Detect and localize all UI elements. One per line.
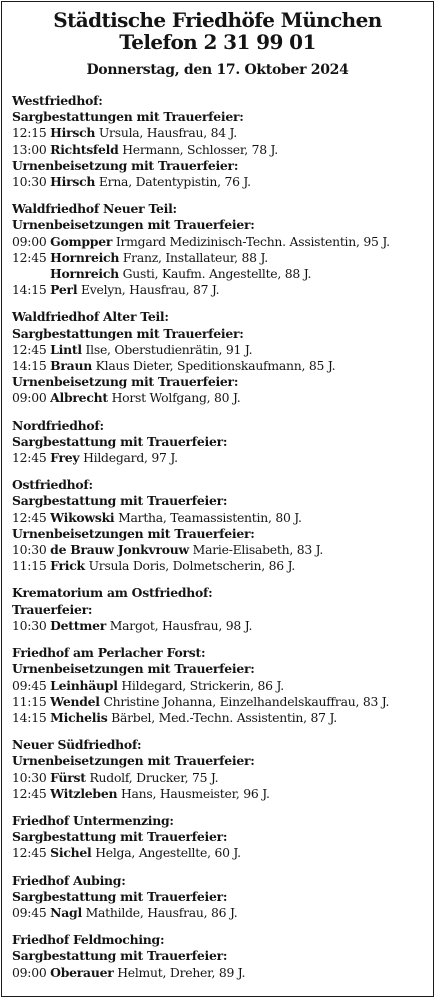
cemetery-section	[12, 932, 433, 981]
entry-details: Gusti, Kaufm. Angestellte, 88 J.	[122, 266, 312, 282]
cemetery-section	[12, 645, 433, 726]
entry-details: Helmut, Dreher, 89 J.	[117, 964, 246, 980]
entry-details: Klaus Dieter, Speditionskaufmann, 85 J.	[95, 358, 336, 374]
burial-entry	[12, 142, 433, 158]
entry-time: 14:15	[12, 709, 47, 725]
entry-surname: Frick	[50, 558, 85, 574]
ceremony-type: Sargbestattung mit Trauerfeier:	[12, 433, 228, 449]
burial-entry	[12, 174, 433, 190]
entry-time: 12:45	[12, 450, 47, 466]
cemetery-name: Friedhof Untermenzing:	[12, 812, 174, 828]
entry-surname: Albrecht	[50, 390, 108, 406]
cemetery-name: Neuer Südfriedhof:	[12, 737, 142, 753]
entry-details: Hermann, Schlosser, 78 J.	[122, 141, 278, 157]
cemetery-section	[12, 309, 433, 406]
burial-entry	[12, 558, 433, 574]
ceremony-type: Urnenbeisetzungen mit Trauerfeier:	[12, 661, 255, 677]
burial-entry	[12, 342, 433, 358]
cemetery-section	[12, 873, 433, 922]
ceremony-type: Sargbestattung mit Trauerfeier:	[12, 493, 228, 509]
burial-entry	[12, 450, 433, 466]
burial-entry	[12, 965, 433, 981]
ceremony-type: Trauerfeier:	[12, 601, 93, 617]
entry-details: Irmgard Medizinisch-Techn. Assistentin, 95 J.	[115, 233, 390, 249]
entry-details: Christine Johanna, Einzelhandelskauffrau, 83 J.	[103, 693, 390, 709]
entry-details: Ursula, Hausfrau, 84 J.	[98, 125, 237, 141]
entry-time: 09:45	[12, 677, 47, 693]
entry-time: 10:30	[12, 769, 47, 785]
burial-entry	[12, 694, 433, 710]
burial-entry	[12, 845, 433, 861]
entry-surname: Sichel	[50, 845, 92, 861]
entry-surname: Perl	[50, 282, 78, 298]
cemetery-name: Waldfriedhof Alter Teil:	[12, 309, 169, 325]
ceremony-type: Sargbestattungen mit Trauerfeier:	[12, 109, 244, 125]
cemetery-name: Krematorium am Ostfriedhof:	[12, 585, 213, 601]
entry-details: Ursula Doris, Dolmetscherin, 86 J.	[88, 558, 296, 574]
burial-entry	[12, 282, 433, 298]
burial-entry	[12, 234, 433, 250]
burial-entry	[12, 266, 433, 282]
ceremony-type: Sargbestattungen mit Trauerfeier:	[12, 325, 244, 341]
cemetery-section	[12, 585, 433, 634]
entry-details: Erna, Datentypistin, 76 J.	[98, 174, 251, 190]
entry-time: 10:30	[12, 617, 47, 633]
entry-surname: Braun	[50, 358, 92, 374]
entry-time: 13:00	[12, 141, 47, 157]
cemetery-section	[12, 201, 433, 298]
entry-time: 14:15	[12, 358, 47, 374]
cemetery-list	[2, 79, 433, 981]
entry-details: Mathilde, Hausfrau, 86 J.	[85, 904, 238, 920]
entry-details: Horst Wolfgang, 80 J.	[111, 390, 241, 406]
entry-time: 12:45	[12, 509, 47, 525]
burial-entry	[12, 125, 433, 141]
entry-details: Hildegard, Strickerin, 86 J.	[121, 677, 284, 693]
cemetery-name: Friedhof Feldmoching:	[12, 932, 165, 948]
entry-surname: Nagl	[50, 904, 82, 920]
ceremony-type: Urnenbeisetzungen mit Trauerfeier:	[12, 753, 255, 769]
entry-time: 12:15	[12, 125, 47, 141]
entry-details: Hans, Hausmeister, 96 J.	[120, 785, 270, 801]
entry-details: Hildegard, 97 J.	[83, 450, 178, 466]
cemetery-name: Friedhof am Perlacher Forst:	[12, 645, 206, 661]
cemetery-name: Ostfriedhof:	[12, 477, 93, 493]
header-phone: Telefon 2 31 99 01	[119, 30, 316, 54]
entry-details: Franz, Installateur, 88 J.	[122, 249, 268, 265]
entry-surname: Gompper	[50, 233, 113, 249]
entry-details: Martha, Teamassistentin, 80 J.	[118, 509, 302, 525]
ceremony-type: Urnenbeisetzung mit Trauerfeier:	[12, 374, 239, 390]
entry-surname: Dettmer	[50, 617, 107, 633]
entry-surname: Oberauer	[50, 964, 114, 980]
cemetery-name: Waldfriedhof Neuer Teil:	[12, 201, 177, 217]
notice-header	[2, 9, 433, 79]
entry-surname: Hirsch	[50, 174, 96, 190]
header-date: Donnerstag, den 17. Oktober 2024	[86, 62, 349, 78]
cemetery-section	[12, 737, 433, 802]
entry-time: 11:15	[12, 693, 47, 709]
entry-surname: Frey	[50, 450, 80, 466]
entry-details: Margot, Hausfrau, 98 J.	[109, 617, 253, 633]
entry-surname: de Brauw Jonkvrouw	[50, 542, 189, 558]
entry-surname: Wendel	[50, 693, 100, 709]
ceremony-type: Urnenbeisetzung mit Trauerfeier:	[12, 157, 239, 173]
burial-entry	[12, 542, 433, 558]
burial-entry	[12, 358, 433, 374]
ceremony-type: Sargbestattung mit Trauerfeier:	[12, 948, 228, 964]
burial-entry	[12, 678, 433, 694]
entry-details: Bärbel, Med.-Techn. Assistentin, 87 J.	[111, 709, 337, 725]
entry-time: 09:00	[12, 233, 47, 249]
entry-time: 12:45	[12, 341, 47, 357]
entry-surname: Fürst	[50, 769, 86, 785]
ceremony-type: Urnenbeisetzungen mit Trauerfeier:	[12, 525, 255, 541]
cemetery-section	[12, 93, 433, 190]
burial-entry	[12, 786, 433, 802]
entry-surname: Wikowski	[50, 509, 115, 525]
burial-entry	[12, 905, 433, 921]
entry-surname: Hirsch	[50, 125, 96, 141]
entry-details: Rudolf, Drucker, 75 J.	[89, 769, 219, 785]
entry-surname: Hornreich	[50, 249, 120, 265]
entry-time: 14:15	[12, 282, 47, 298]
ceremony-type: Urnenbeisetzungen mit Trauerfeier:	[12, 217, 255, 233]
burial-entry	[12, 250, 433, 266]
burial-entry	[12, 510, 433, 526]
entry-time: 10:30	[12, 174, 47, 190]
entry-time: 12:45	[12, 785, 47, 801]
entry-time: 12:45	[12, 249, 47, 265]
cemetery-name: Nordfriedhof:	[12, 417, 104, 433]
entry-time: 09:00	[12, 390, 47, 406]
header-title: Städtische Friedhöfe München	[53, 8, 382, 32]
entry-details: Ilse, Oberstudienrätin, 91 J.	[85, 341, 253, 357]
entry-details: Evelyn, Hausfrau, 87 J.	[80, 282, 220, 298]
burial-entry	[12, 770, 433, 786]
cemetery-section	[12, 813, 433, 862]
entry-surname: Hornreich	[50, 266, 119, 282]
entry-surname: Witzleben	[50, 785, 118, 801]
entry-surname: Lintl	[50, 341, 82, 357]
entry-time: 10:30	[12, 542, 47, 558]
cemetery-name: Westfriedhof:	[12, 93, 103, 108]
entry-time: 11:15	[12, 558, 47, 574]
entry-details: Helga, Angestellte, 60 J.	[95, 845, 241, 861]
entry-time: 09:00	[12, 964, 47, 980]
burial-entry	[12, 618, 433, 634]
entry-surname: Richtsfeld	[50, 141, 119, 157]
ceremony-type: Sargbestattung mit Trauerfeier:	[12, 888, 228, 904]
cemetery-section	[12, 477, 433, 574]
cemetery-name: Friedhof Aubing:	[12, 872, 126, 888]
burial-entry	[12, 390, 433, 406]
entry-details: Marie-Elisabeth, 83 J.	[192, 542, 324, 558]
ceremony-type: Sargbestattung mit Trauerfeier:	[12, 829, 228, 845]
cemetery-section	[12, 418, 433, 467]
entry-time: 12:45	[12, 845, 47, 861]
entry-surname: Leinhäupl	[50, 677, 118, 693]
burial-entry	[12, 710, 433, 726]
entry-surname: Michelis	[50, 709, 108, 725]
obituary-notice	[1, 1, 434, 997]
entry-time: 09:45	[12, 904, 47, 920]
